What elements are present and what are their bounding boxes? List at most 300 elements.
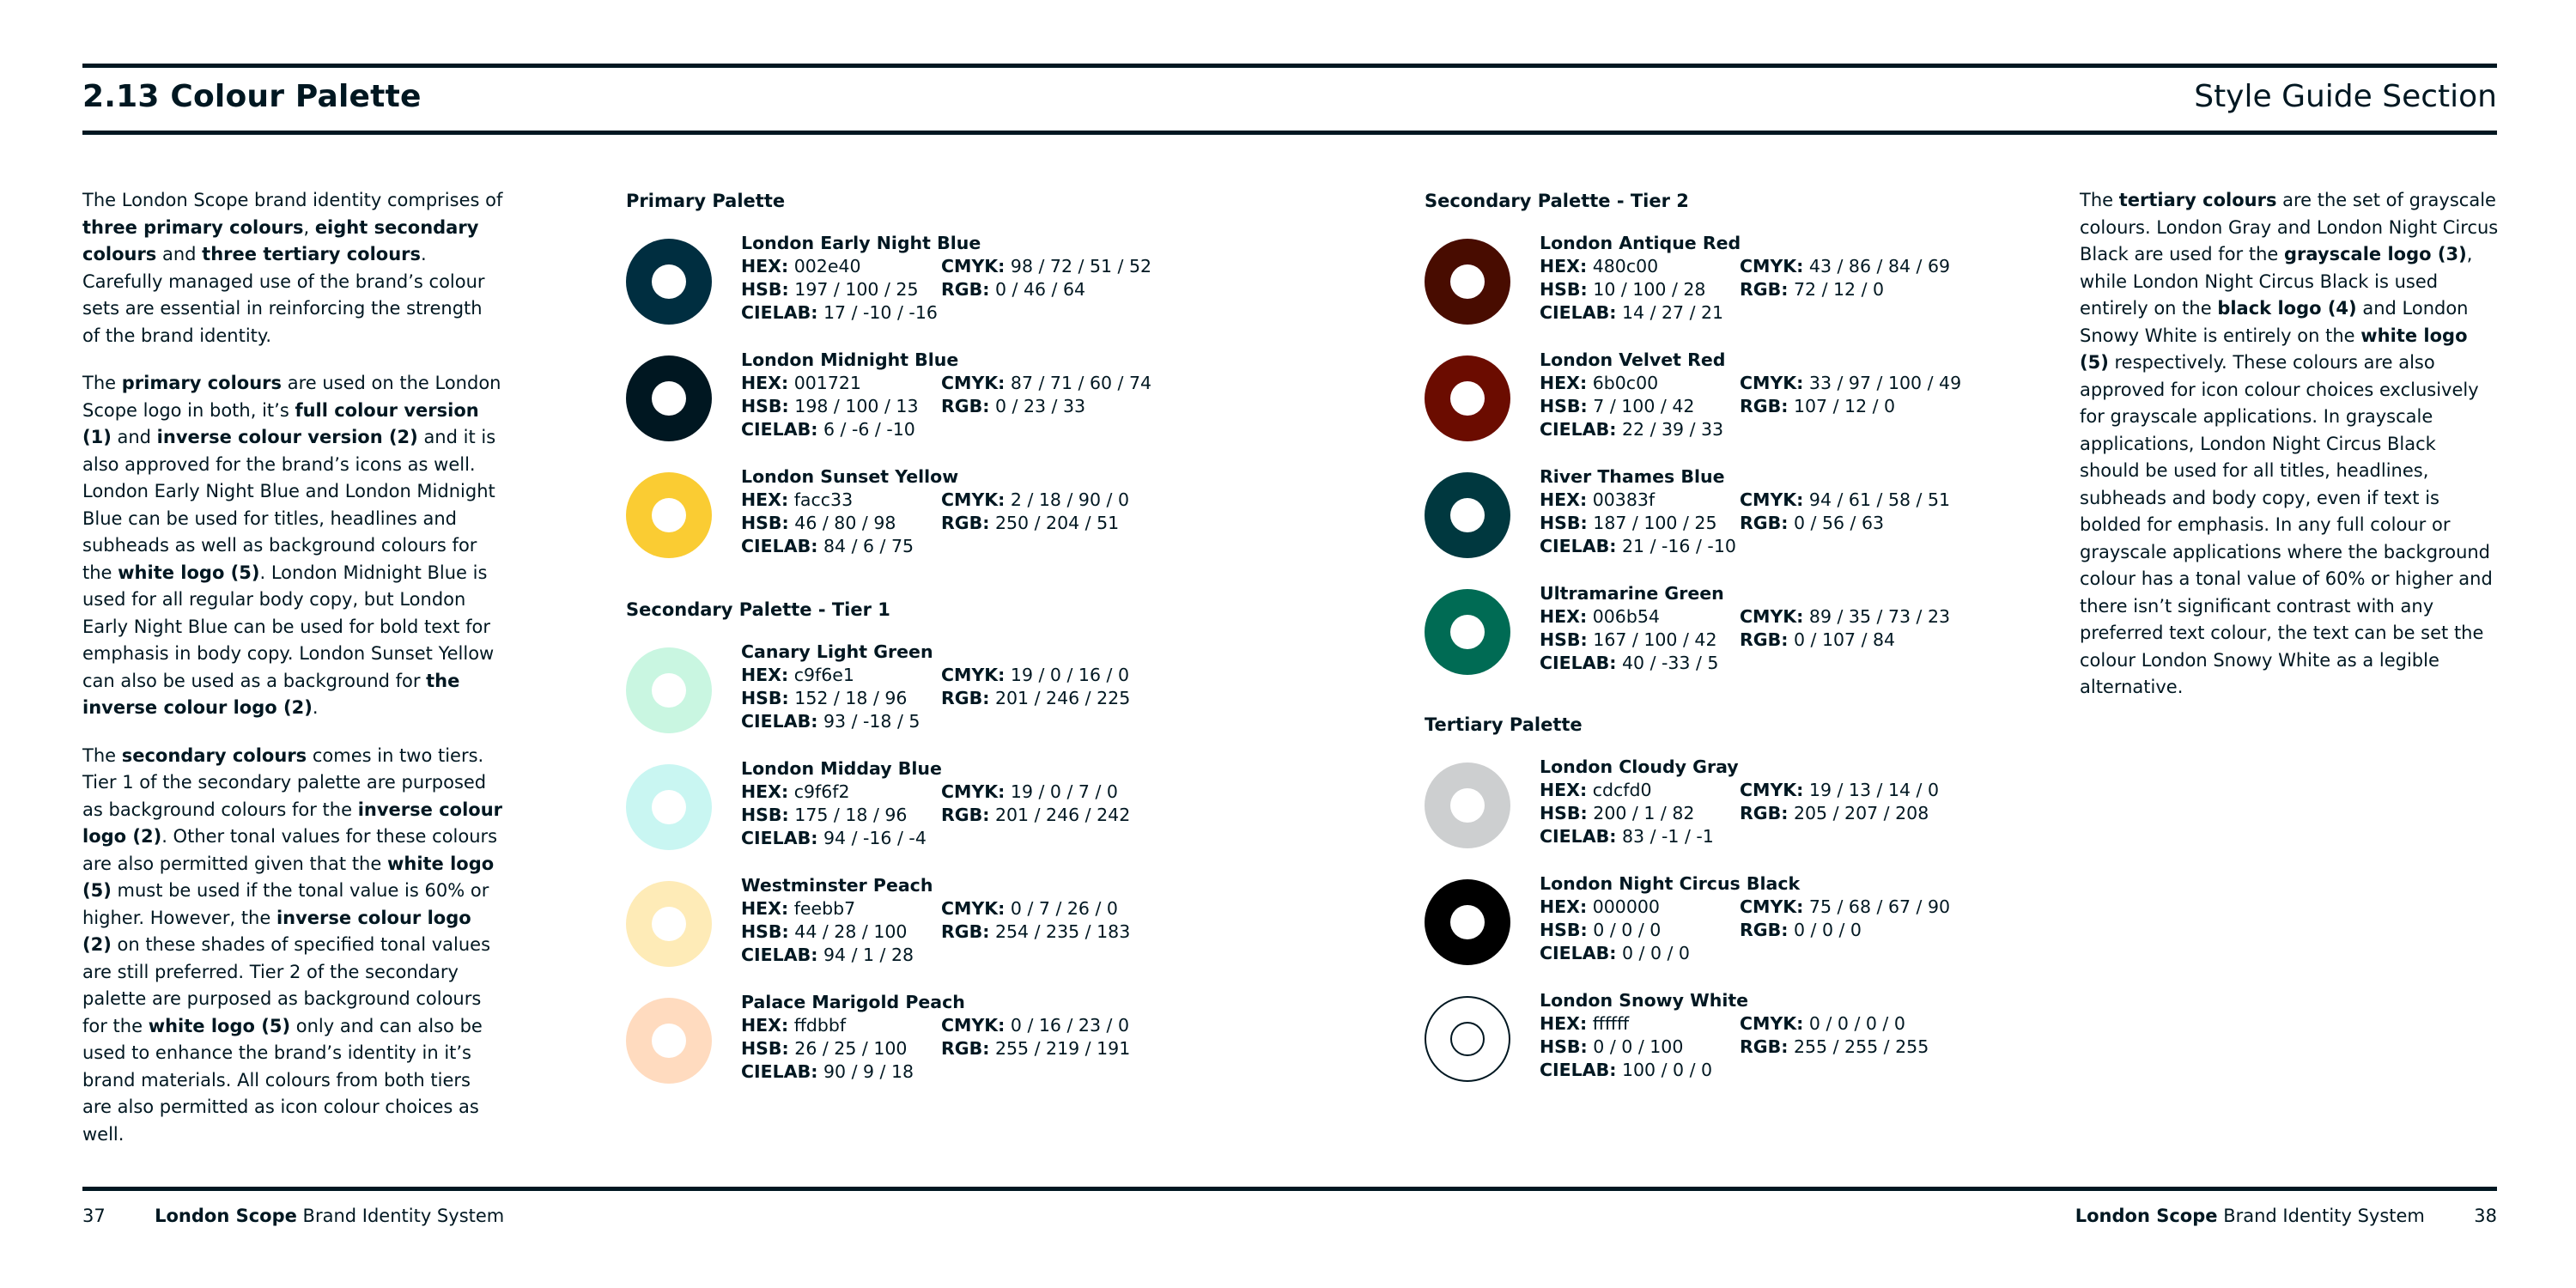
- hsb-text: 10 / 100 / 28: [1593, 279, 1706, 300]
- cielab-text: 40 / -33 / 5: [1621, 653, 1719, 673]
- colour-info: [741, 757, 1130, 850]
- cielab-value: [741, 418, 915, 441]
- text-run: . London Midnight Blue is used for all regular body copy, but London Early Night Blue can be used for bold text for emphasis in body copy. London Sunset Yellow can also be used as a background for: [82, 562, 495, 691]
- emphasis-text: black logo (4): [2217, 298, 2357, 319]
- cielab-value: [1540, 942, 1690, 965]
- cielab-label: CIELAB:: [741, 1061, 818, 1082]
- hsb-label: HSB:: [741, 805, 789, 825]
- hsb-label: HSB:: [741, 921, 789, 942]
- cielab-value: [1540, 301, 1723, 325]
- colour-ring-icon: [626, 998, 712, 1084]
- hex-text: ffffff: [1592, 1013, 1630, 1034]
- text-run: ,: [303, 216, 315, 238]
- cielab-value: [1540, 652, 1718, 675]
- hsb-text: 152 / 18 / 96: [794, 688, 908, 708]
- text-run: and: [156, 244, 203, 264]
- page-title: 2.13 Colour Palette: [82, 79, 422, 114]
- text-run: only and can also be used to enhance the brand’s identity in it’s brand materials. All colours from both tiers are also permitted as icon colour choices as well.: [82, 1015, 483, 1145]
- text-run: The London Scope brand identity comprises of: [82, 190, 503, 210]
- cmyk-value: [941, 781, 1118, 804]
- colour-ring-icon: [1425, 239, 1510, 325]
- hex-label: HEX:: [741, 1015, 789, 1036]
- rgb-text: 255 / 255 / 255: [1793, 1036, 1929, 1057]
- hex-label: HEX:: [1540, 1013, 1588, 1034]
- rgb-text: 250 / 204 / 51: [994, 513, 1120, 533]
- cmyk-value: [1740, 255, 1950, 278]
- text-run: , while London Night Circus Black is used entirely on the: [2080, 244, 2473, 319]
- primary-palette-title: Primary Palette: [626, 191, 786, 211]
- hsb-label: HSB:: [1540, 803, 1588, 823]
- cmyk-text: 2 / 18 / 90 / 0: [1010, 489, 1129, 510]
- cielab-label: CIELAB:: [1540, 419, 1617, 440]
- hex-text: ffdbbf: [793, 1015, 847, 1036]
- emphasis-text: inverse colour logo (2): [82, 799, 503, 847]
- colour-name: London Midnight Blue: [741, 349, 959, 370]
- cmyk-value: [1740, 1012, 1905, 1036]
- hsb-value: [1540, 1036, 1740, 1059]
- hsb-value: [741, 804, 941, 827]
- rgb-text: 0 / 0 / 0: [1793, 920, 1862, 940]
- colour-ring-icon: [1425, 589, 1510, 675]
- cmyk-label: CMYK:: [1740, 896, 1804, 917]
- hsb-value: [1540, 512, 1740, 535]
- footer-right: [2075, 1206, 2497, 1226]
- hsb-label: HSB:: [741, 1038, 789, 1059]
- tertiary-text: [2080, 187, 2500, 722]
- cmyk-text: 19 / 13 / 14 / 0: [1808, 780, 1940, 800]
- hex-value: [741, 1014, 941, 1037]
- cielab-label: CIELAB:: [1540, 653, 1617, 673]
- cmyk-label: CMYK:: [1740, 606, 1804, 627]
- hsb-label: HSB:: [1540, 279, 1588, 300]
- text-run: The: [82, 373, 122, 393]
- cmyk-label: CMYK:: [941, 665, 1005, 685]
- hsb-text: 197 / 100 / 25: [794, 279, 919, 300]
- rgb-label: RGB:: [941, 513, 990, 533]
- cielab-label: CIELAB:: [741, 711, 818, 732]
- rgb-label: RGB:: [941, 1038, 990, 1059]
- footer-rule: [82, 1187, 2497, 1191]
- colour-name: London Midday Blue: [741, 758, 942, 779]
- hsb-text: 46 / 80 / 98: [794, 513, 896, 533]
- colour-info: [741, 465, 1129, 558]
- cmyk-label: CMYK:: [941, 489, 1005, 510]
- colour-info: [1540, 465, 1950, 558]
- footer-brand-bold: London Scope: [155, 1206, 297, 1226]
- hsb-value: [1540, 802, 1740, 825]
- colour-name: London Sunset Yellow: [741, 466, 959, 487]
- cielab-text: 6 / -6 / -10: [823, 419, 915, 440]
- hsb-text: 200 / 1 / 82: [1593, 803, 1695, 823]
- hex-text: cdcfd0: [1592, 780, 1652, 800]
- text-run: and: [111, 427, 157, 447]
- text-run: .: [312, 697, 319, 718]
- cielab-text: 94 / 1 / 28: [823, 945, 914, 965]
- rgb-label: RGB:: [941, 805, 990, 825]
- rgb-value: [941, 687, 1130, 710]
- colour-ring-icon: [1425, 996, 1510, 1082]
- rgb-label: RGB:: [1740, 629, 1789, 650]
- footer-brand-rest: Brand Identity System: [296, 1206, 505, 1226]
- colour-name: Palace Marigold Peach: [741, 992, 965, 1012]
- rgb-value: [1740, 802, 1929, 825]
- cmyk-value: [941, 372, 1151, 395]
- emphasis-text: eight secondary colours: [82, 216, 479, 264]
- hex-value: [741, 781, 941, 804]
- hsb-label: HSB:: [1540, 513, 1588, 533]
- page-number-right: 38: [2474, 1206, 2497, 1226]
- colour-info: [1540, 349, 1961, 441]
- cielab-label: CIELAB:: [741, 536, 818, 556]
- cielab-value: [741, 301, 938, 325]
- rgb-value: [1740, 629, 1895, 652]
- rgb-value: [941, 920, 1130, 944]
- cmyk-label: CMYK:: [1740, 780, 1804, 800]
- top-rule: [82, 64, 2497, 68]
- cmyk-value: [1740, 779, 1939, 802]
- cielab-text: 22 / 39 / 33: [1621, 419, 1724, 440]
- cielab-value: [741, 1060, 914, 1084]
- cmyk-label: CMYK:: [941, 781, 1005, 802]
- rgb-text: 205 / 207 / 208: [1793, 803, 1929, 823]
- hex-text: c9f6f2: [793, 781, 850, 802]
- cielab-value: [741, 827, 927, 850]
- hex-text: 001721: [793, 373, 861, 393]
- cmyk-text: 89 / 35 / 73 / 23: [1808, 606, 1951, 627]
- hex-value: [741, 255, 941, 278]
- hex-label: HEX:: [1540, 256, 1588, 276]
- colour-name: Canary Light Green: [741, 641, 933, 662]
- emphasis-text: primary colours: [121, 373, 283, 393]
- hsb-label: HSB:: [741, 688, 789, 708]
- cielab-text: 93 / -18 / 5: [823, 711, 920, 732]
- header-bottom-rule: [82, 131, 2497, 135]
- hsb-label: HSB:: [1540, 396, 1588, 416]
- hsb-value: [741, 278, 941, 301]
- hex-text: 6b0c00: [1592, 373, 1659, 393]
- hsb-value: [1540, 395, 1740, 418]
- colour-ring-icon: [1425, 355, 1510, 441]
- body-paragraph: [82, 187, 503, 349]
- emphasis-text: inverse colour version (2): [156, 427, 418, 447]
- cielab-text: 0 / 0 / 0: [1621, 943, 1690, 963]
- cmyk-label: CMYK:: [941, 898, 1005, 919]
- emphasis-text: white logo (5): [2080, 325, 2468, 373]
- rgb-label: RGB:: [1740, 1036, 1789, 1057]
- hex-text: 002e40: [793, 256, 861, 276]
- cielab-label: CIELAB:: [1540, 943, 1617, 963]
- hsb-value: [741, 395, 941, 418]
- hex-label: HEX:: [1540, 373, 1588, 393]
- hex-value: [1540, 896, 1740, 919]
- hsb-value: [741, 512, 941, 535]
- rgb-text: 0 / 23 / 33: [994, 396, 1086, 416]
- page-number-left: 37: [82, 1206, 106, 1226]
- colour-ring-icon: [1425, 879, 1510, 965]
- emphasis-text: inverse colour logo (2): [82, 907, 471, 955]
- rgb-value: [941, 395, 1085, 418]
- hsb-label: HSB:: [741, 279, 789, 300]
- emphasis-text: white logo (5): [148, 1015, 291, 1036]
- rgb-label: RGB:: [941, 279, 990, 300]
- colour-ring-icon: [1425, 472, 1510, 558]
- hsb-label: HSB:: [1540, 629, 1588, 650]
- hsb-text: 0 / 0 / 0: [1593, 920, 1662, 940]
- rgb-value: [941, 1037, 1130, 1060]
- cmyk-text: 98 / 72 / 51 / 52: [1010, 256, 1152, 276]
- colour-info: [741, 874, 1130, 967]
- cmyk-text: 43 / 86 / 84 / 69: [1808, 256, 1951, 276]
- hex-value: [741, 664, 941, 687]
- hsb-text: 187 / 100 / 25: [1593, 513, 1717, 533]
- hsb-text: 0 / 0 / 100: [1593, 1036, 1684, 1057]
- cielab-value: [741, 535, 914, 558]
- body-paragraph: [2080, 187, 2500, 702]
- colour-info: [741, 991, 1130, 1084]
- rgb-text: 201 / 246 / 242: [994, 805, 1131, 825]
- text-run: The: [2080, 190, 2119, 210]
- hex-label: HEX:: [1540, 896, 1588, 917]
- hex-value: [741, 489, 941, 512]
- rgb-value: [1740, 919, 1862, 942]
- cielab-value: [1540, 1059, 1712, 1082]
- hsb-text: 167 / 100 / 42: [1593, 629, 1717, 650]
- cmyk-text: 0 / 7 / 26 / 0: [1010, 898, 1118, 919]
- cmyk-value: [1740, 605, 1950, 629]
- hex-value: [741, 372, 941, 395]
- rgb-text: 0 / 56 / 63: [1793, 513, 1885, 533]
- colour-name: London Velvet Red: [1540, 349, 1726, 370]
- colour-name: Ultramarine Green: [1540, 583, 1724, 604]
- rgb-label: RGB:: [1740, 920, 1789, 940]
- hsb-value: [741, 687, 941, 710]
- hex-text: facc33: [793, 489, 854, 510]
- colour-info: [741, 349, 1151, 441]
- cmyk-value: [941, 489, 1129, 512]
- colour-ring-icon: [626, 764, 712, 850]
- cielab-text: 17 / -10 / -16: [823, 302, 938, 323]
- hsb-label: HSB:: [1540, 1036, 1588, 1057]
- cielab-value: [1540, 418, 1723, 441]
- hsb-value: [1540, 629, 1740, 652]
- cmyk-value: [941, 664, 1129, 687]
- cielab-value: [741, 710, 920, 733]
- colour-info: [1540, 872, 1950, 965]
- colour-ring-icon: [626, 239, 712, 325]
- cmyk-label: CMYK:: [1740, 489, 1804, 510]
- cielab-value: [741, 944, 914, 967]
- cmyk-text: 33 / 97 / 100 / 49: [1808, 373, 1962, 393]
- rgb-label: RGB:: [1740, 803, 1789, 823]
- cielab-label: CIELAB:: [741, 302, 818, 323]
- cielab-label: CIELAB:: [1540, 1060, 1617, 1080]
- text-run: The: [82, 744, 122, 766]
- cielab-label: CIELAB:: [741, 945, 818, 965]
- hex-text: c9f6e1: [793, 665, 854, 685]
- cmyk-label: CMYK:: [1740, 1013, 1804, 1034]
- text-run: on these shades of specified tonal values are still preferred. Tier 2 of the secondary palette are purposed as background colours for the: [82, 934, 491, 1036]
- emphasis-text: white logo (5): [82, 853, 495, 901]
- colour-ring-icon: [626, 881, 712, 967]
- colour-name: London Snowy White: [1540, 990, 1749, 1011]
- hsb-label: HSB:: [1540, 920, 1588, 940]
- cmyk-value: [1740, 372, 1961, 395]
- emphasis-text: tertiary colours: [2118, 190, 2277, 210]
- colour-info: [1540, 756, 1939, 848]
- emphasis-text: three primary colours: [82, 216, 304, 238]
- hsb-text: 7 / 100 / 42: [1593, 396, 1695, 416]
- text-run: are used on the London Scope logo in both, it’s: [82, 373, 501, 421]
- text-run: and London Snowy White is entirely on the: [2080, 298, 2469, 346]
- rgb-value: [1740, 512, 1884, 535]
- cmyk-text: 75 / 68 / 67 / 90: [1808, 896, 1951, 917]
- cielab-value: [1540, 825, 1714, 848]
- cmyk-label: CMYK:: [1740, 256, 1804, 276]
- rgb-label: RGB:: [941, 396, 990, 416]
- section-label: Style Guide Section: [2194, 79, 2497, 114]
- cmyk-label: CMYK:: [941, 373, 1005, 393]
- colour-name: London Cloudy Gray: [1540, 756, 1739, 777]
- colour-name: London Early Night Blue: [741, 233, 981, 253]
- hsb-value: [741, 1037, 941, 1060]
- text-run: comes in two tiers. Tier 1 of the secondary palette are purposed as background colours for the: [82, 744, 487, 820]
- colour-name: Westminster Peach: [741, 875, 933, 896]
- emphasis-text: the inverse colour logo (2): [82, 670, 460, 718]
- cmyk-value: [941, 1014, 1129, 1037]
- rgb-label: RGB:: [1740, 513, 1789, 533]
- emphasis-text: secondary colours: [121, 744, 307, 766]
- rgb-value: [941, 278, 1085, 301]
- rgb-text: 255 / 219 / 191: [994, 1038, 1131, 1059]
- cielab-text: 90 / 9 / 18: [823, 1061, 914, 1082]
- hex-label: HEX:: [741, 898, 789, 919]
- body-paragraph: [82, 370, 503, 722]
- colour-info: [741, 641, 1130, 733]
- rgb-value: [1740, 395, 1895, 418]
- hex-text: 000000: [1592, 896, 1660, 917]
- colour-info: [1540, 232, 1950, 325]
- hsb-text: 198 / 100 / 13: [794, 396, 919, 416]
- cielab-text: 100 / 0 / 0: [1621, 1060, 1713, 1080]
- cielab-text: 83 / -1 / -1: [1621, 826, 1714, 847]
- secondary-tier2-title: Secondary Palette - Tier 2: [1425, 191, 1689, 211]
- colour-info: [1540, 989, 1929, 1082]
- text-run: must be used if the tonal value is 60% or higher. However, the: [82, 880, 489, 928]
- hsb-text: 44 / 28 / 100: [794, 921, 908, 942]
- hsb-value: [1540, 278, 1740, 301]
- emphasis-text: grayscale logo (3): [2284, 244, 2467, 264]
- hex-value: [1540, 779, 1740, 802]
- rgb-label: RGB:: [941, 688, 990, 708]
- text-run: . Carefully managed use of the brand’s colour sets are essential in reinforcing the strength of the brand identity.: [82, 244, 485, 346]
- cmyk-text: 19 / 0 / 16 / 0: [1010, 665, 1129, 685]
- rgb-text: 0 / 107 / 84: [1793, 629, 1896, 650]
- colour-ring-icon: [626, 472, 712, 558]
- rgb-label: RGB:: [1740, 279, 1789, 300]
- cielab-text: 21 / -16 / -10: [1621, 536, 1736, 556]
- cmyk-label: CMYK:: [941, 256, 1005, 276]
- rgb-value: [941, 804, 1130, 827]
- text-run: . Other tonal values for these colours are also permitted given that the: [82, 826, 498, 874]
- text-run: and it is also approved for the brand’s icons as well. London Early Night Blue and London Midnight Blue can be used for titles, headlines and subheads as well as background colours for the: [82, 427, 496, 583]
- rgb-value: [941, 512, 1119, 535]
- cielab-text: 84 / 6 / 75: [823, 536, 914, 556]
- secondary-tier1-title: Secondary Palette - Tier 1: [626, 599, 890, 620]
- hex-label: HEX:: [1540, 606, 1588, 627]
- rgb-label: RGB:: [941, 921, 990, 942]
- hex-value: [1540, 489, 1740, 512]
- cielab-label: CIELAB:: [1540, 826, 1617, 847]
- hex-text: 006b54: [1592, 606, 1660, 627]
- cmyk-text: 87 / 71 / 60 / 74: [1010, 373, 1152, 393]
- footer-left: [82, 1206, 504, 1226]
- hex-label: HEX:: [741, 781, 789, 802]
- cielab-label: CIELAB:: [1540, 302, 1617, 323]
- hex-label: HEX:: [741, 665, 789, 685]
- hex-label: HEX:: [1540, 489, 1588, 510]
- hex-text: 00383f: [1592, 489, 1656, 510]
- cmyk-label: CMYK:: [941, 1015, 1005, 1036]
- cmyk-text: 0 / 16 / 23 / 0: [1010, 1015, 1129, 1036]
- hex-text: feebb7: [793, 898, 856, 919]
- cmyk-value: [1740, 489, 1950, 512]
- hex-value: [1540, 255, 1740, 278]
- rgb-text: 72 / 12 / 0: [1793, 279, 1885, 300]
- cmyk-value: [1740, 896, 1950, 919]
- colour-info: [741, 232, 1151, 325]
- hsb-label: HSB:: [741, 396, 789, 416]
- colour-name: River Thames Blue: [1540, 466, 1725, 487]
- hex-label: HEX:: [1540, 780, 1588, 800]
- hex-text: 480c00: [1592, 256, 1659, 276]
- cielab-text: 94 / -16 / -4: [823, 828, 927, 848]
- hex-label: HEX:: [741, 373, 789, 393]
- footer-brand-rest: Brand Identity System: [2217, 1206, 2425, 1226]
- colour-info: [1540, 582, 1950, 675]
- colour-ring-icon: [626, 647, 712, 733]
- cmyk-text: 19 / 0 / 7 / 0: [1010, 781, 1118, 802]
- rgb-text: 254 / 235 / 183: [994, 921, 1131, 942]
- text-run: respectively. These colours are also approved for icon colour choices exclusively for grayscale applications. In grayscale applications, London Night Circus Black should be used for all titles, headlines, subheads and body copy, even if text is bolded for emphasis. In any full colour or grayscale applications where the background colour has a tonal value of 60% or higher and there isn’t significant contrast with any preferred text colour, the text can be set the colour London Snowy White as a legible alternative.: [2080, 352, 2493, 697]
- hex-value: [1540, 1012, 1740, 1036]
- hex-value: [1540, 605, 1740, 629]
- rgb-value: [1740, 278, 1884, 301]
- tertiary-palette-title: Tertiary Palette: [1425, 714, 1583, 735]
- text-run: are the set of grayscale colours. London Gray and London Night Circus Black are used for the: [2080, 190, 2499, 264]
- hsb-label: HSB:: [741, 513, 789, 533]
- rgb-text: 201 / 246 / 225: [994, 688, 1131, 708]
- hex-label: HEX:: [741, 256, 789, 276]
- colour-ring-icon: [626, 355, 712, 441]
- cielab-value: [1540, 535, 1736, 558]
- cielab-text: 14 / 27 / 21: [1621, 302, 1724, 323]
- cmyk-value: [941, 897, 1118, 920]
- hex-value: [741, 897, 941, 920]
- emphasis-text: three tertiary colours: [202, 244, 422, 264]
- cmyk-label: CMYK:: [1740, 373, 1804, 393]
- hsb-value: [1540, 919, 1740, 942]
- cielab-label: CIELAB:: [741, 828, 818, 848]
- intro-text: [82, 187, 503, 1169]
- colour-name: London Antique Red: [1540, 233, 1741, 253]
- footer-brand-bold: London Scope: [2075, 1206, 2218, 1226]
- rgb-value: [1740, 1036, 1929, 1059]
- cmyk-text: 94 / 61 / 58 / 51: [1808, 489, 1951, 510]
- emphasis-text: full colour version (1): [82, 399, 479, 447]
- rgb-text: 0 / 46 / 64: [994, 279, 1086, 300]
- colour-ring-icon: [1425, 762, 1510, 848]
- rgb-label: RGB:: [1740, 396, 1789, 416]
